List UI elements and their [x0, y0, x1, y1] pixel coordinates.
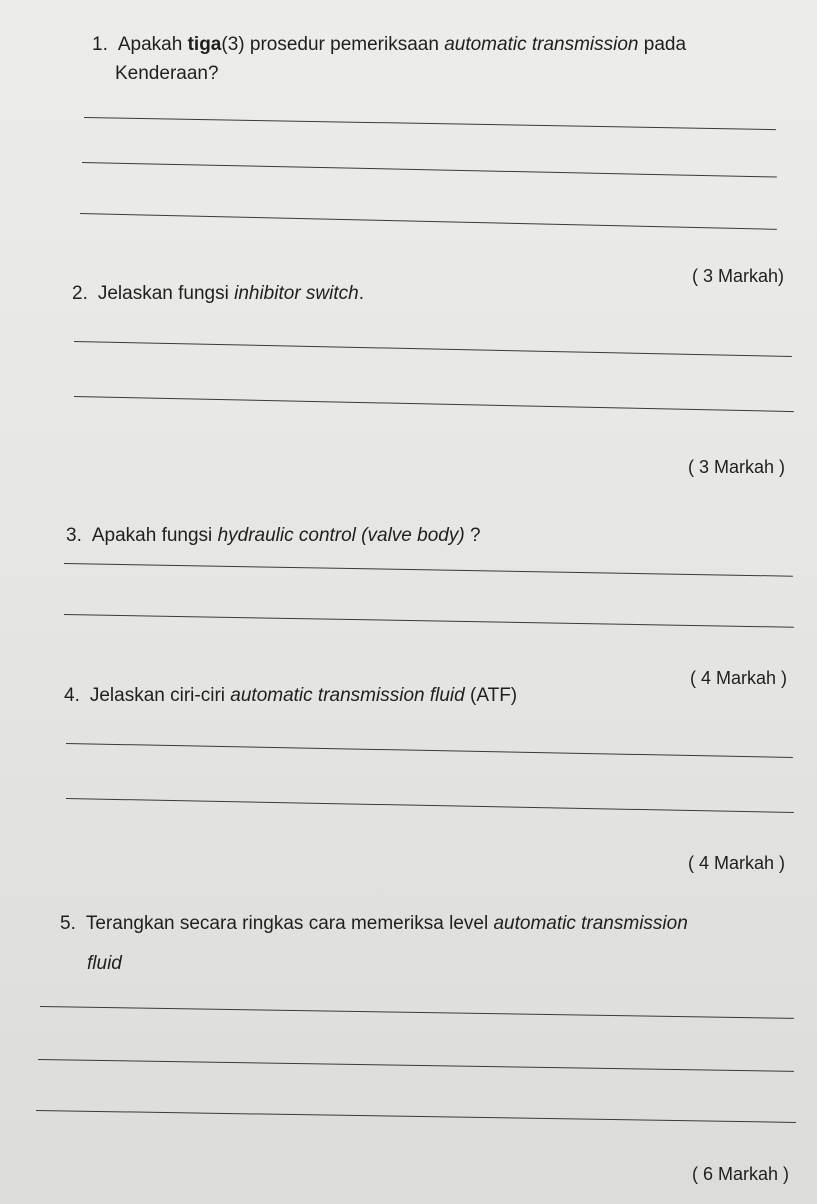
question-4	[64, 684, 517, 708]
question-3-text-part-1: Apakah fungsi	[91, 525, 218, 546]
question-1-marks: ( 3 Markah)	[692, 266, 785, 286]
question-3-number: 3.	[66, 525, 82, 546]
answer-line[interactable]	[66, 798, 794, 813]
answer-line[interactable]	[74, 341, 792, 357]
answer-line[interactable]	[80, 213, 777, 230]
question-2	[72, 282, 364, 306]
question-1-text-part-5: pada	[638, 34, 687, 55]
question-5-text-part-1: Terangkan secara ringkas cara memeriksa level	[85, 913, 494, 934]
question-5-marks: ( 6 Markah )	[692, 1164, 790, 1184]
question-4-number: 4.	[64, 685, 80, 706]
question-2-number: 2.	[72, 283, 88, 304]
question-2-text-part-2: inhibitor switch	[234, 283, 359, 304]
question-1-text-part-3: (3) prosedur pemeriksaan	[221, 34, 445, 55]
question-5-continuation: fluid	[87, 953, 122, 974]
question-4-text-part-1: Jelaskan ciri-ciri	[89, 685, 231, 706]
question-2-text-part-1: Jelaskan fungsi	[97, 283, 235, 304]
answer-line[interactable]	[64, 614, 794, 628]
answer-line[interactable]	[84, 117, 776, 130]
question-4-marks: ( 4 Markah )	[688, 853, 786, 873]
question-3	[66, 524, 481, 548]
question-5	[60, 912, 688, 936]
answer-line[interactable]	[66, 743, 793, 758]
question-1-continuation: Kenderaan?	[115, 63, 219, 84]
question-1-number: 1.	[92, 34, 108, 55]
question-3-text-part-3: ?	[464, 525, 481, 546]
answer-line[interactable]	[40, 1006, 794, 1019]
question-1-text-part-4: automatic transmission	[444, 34, 639, 55]
question-3-text-part-2: hydraulic control (valve body)	[217, 525, 465, 546]
question-2-marks: ( 3 Markah )	[688, 457, 786, 477]
answer-line[interactable]	[36, 1110, 796, 1123]
question-1-text-part-1: Apakah	[117, 34, 188, 55]
question-1-text-part-2: tiga	[187, 34, 222, 55]
question-4-text-part-3: (ATF)	[464, 685, 518, 706]
answer-line[interactable]	[64, 563, 793, 577]
answer-line[interactable]	[82, 162, 777, 178]
question-5-number: 5.	[60, 913, 76, 934]
question-1	[92, 33, 686, 57]
question-5-text-part-2: automatic transmission	[493, 913, 688, 934]
question-2-text-part-3: .	[358, 283, 364, 304]
question-4-text-part-2: automatic transmission fluid	[230, 685, 465, 706]
question-3-marks: ( 4 Markah )	[690, 668, 788, 688]
answer-line[interactable]	[38, 1059, 794, 1072]
answer-line[interactable]	[74, 396, 794, 412]
